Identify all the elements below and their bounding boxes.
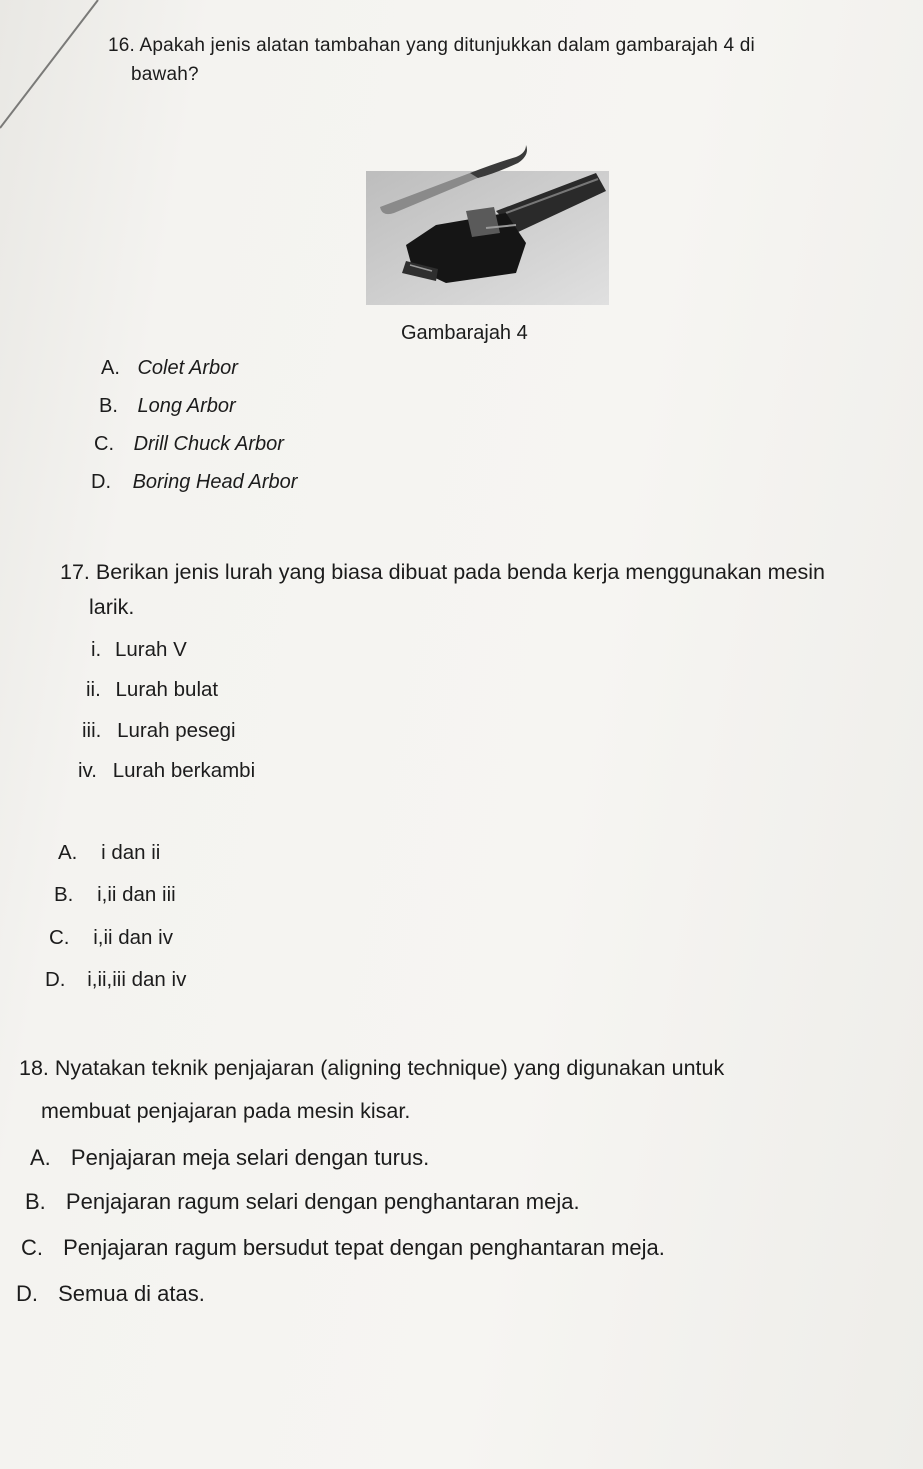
q17-item-iv bbox=[78, 759, 255, 783]
q17-option-c bbox=[49, 926, 173, 950]
option-text: Boring Head Arbor bbox=[132, 471, 298, 493]
q16-option-a bbox=[101, 357, 238, 380]
option-text: Semua di atas. bbox=[58, 1281, 205, 1306]
option-letter: B. bbox=[25, 1189, 46, 1214]
q17-stem-line2: larik. bbox=[89, 595, 135, 619]
option-letter: C. bbox=[94, 433, 114, 455]
option-letter: A. bbox=[101, 357, 120, 379]
q17-item-i bbox=[91, 638, 187, 662]
q16-stem-line2: bawah? bbox=[131, 64, 199, 85]
option-text: Penjajaran ragum selari dengan penghantaran meja. bbox=[65, 1189, 580, 1214]
option-text: Drill Chuck Arbor bbox=[133, 433, 284, 455]
q18-stem-line1: 18. Nyatakan teknik penjajaran (aligning technique) yang digunakan untuk bbox=[19, 1056, 725, 1080]
option-text: i,ii dan iv bbox=[93, 926, 173, 949]
option-text: Colet Arbor bbox=[137, 357, 238, 379]
option-letter: C. bbox=[21, 1235, 43, 1260]
option-text: i dan ii bbox=[101, 841, 161, 864]
option-text: i,ii,iii dan iv bbox=[87, 968, 187, 991]
q18-option-d bbox=[16, 1281, 205, 1307]
option-text: Penjajaran ragum bersudut tepat dengan penghantaran meja. bbox=[63, 1235, 665, 1260]
q17-stem-line1: 17. Berikan jenis lurah yang biasa dibuat pada benda kerja menggunakan mesin bbox=[60, 560, 825, 584]
item-numeral: iv. bbox=[78, 759, 97, 782]
option-letter: D. bbox=[91, 471, 111, 493]
option-letter: B. bbox=[99, 395, 118, 417]
q17-option-d bbox=[45, 968, 186, 992]
item-numeral: i. bbox=[91, 638, 102, 661]
item-text: Lurah pesegi bbox=[117, 719, 236, 742]
item-numeral: ii. bbox=[86, 678, 101, 701]
option-letter: B. bbox=[54, 883, 74, 906]
option-text: Penjajaran meja selari dengan turus. bbox=[70, 1145, 430, 1170]
q17-item-ii bbox=[86, 678, 218, 702]
q18-option-a bbox=[30, 1145, 429, 1171]
q17-option-b bbox=[54, 883, 176, 907]
option-letter: C. bbox=[49, 926, 70, 949]
paper-fold-line bbox=[0, 0, 140, 150]
q17-option-a bbox=[58, 841, 160, 865]
option-letter: D. bbox=[45, 968, 66, 991]
q16-option-d bbox=[91, 471, 297, 494]
q16-stem-line1: 16. Apakah jenis alatan tambahan yang ditunjukkan dalam gambarajah 4 di bbox=[108, 35, 755, 56]
option-letter: A. bbox=[58, 841, 78, 864]
item-text: Lurah V bbox=[114, 638, 187, 661]
boring-head-arbor-photo bbox=[366, 133, 609, 305]
q18-option-b bbox=[25, 1189, 580, 1215]
q18-option-c bbox=[21, 1235, 665, 1261]
q16-option-c bbox=[94, 433, 284, 456]
item-numeral: iii. bbox=[82, 719, 102, 742]
option-letter: D. bbox=[16, 1281, 38, 1306]
option-text: Long Arbor bbox=[137, 395, 236, 417]
item-text: Lurah berkambi bbox=[112, 759, 256, 782]
option-letter: A. bbox=[30, 1145, 51, 1170]
item-text: Lurah bulat bbox=[115, 678, 219, 701]
q16-option-b bbox=[99, 395, 236, 418]
figure-caption: Gambarajah 4 bbox=[401, 322, 528, 344]
q17-item-iii bbox=[82, 719, 236, 743]
option-text: i,ii dan iii bbox=[97, 883, 176, 906]
q18-stem-line2: membuat penjajaran pada mesin kisar. bbox=[41, 1099, 411, 1123]
